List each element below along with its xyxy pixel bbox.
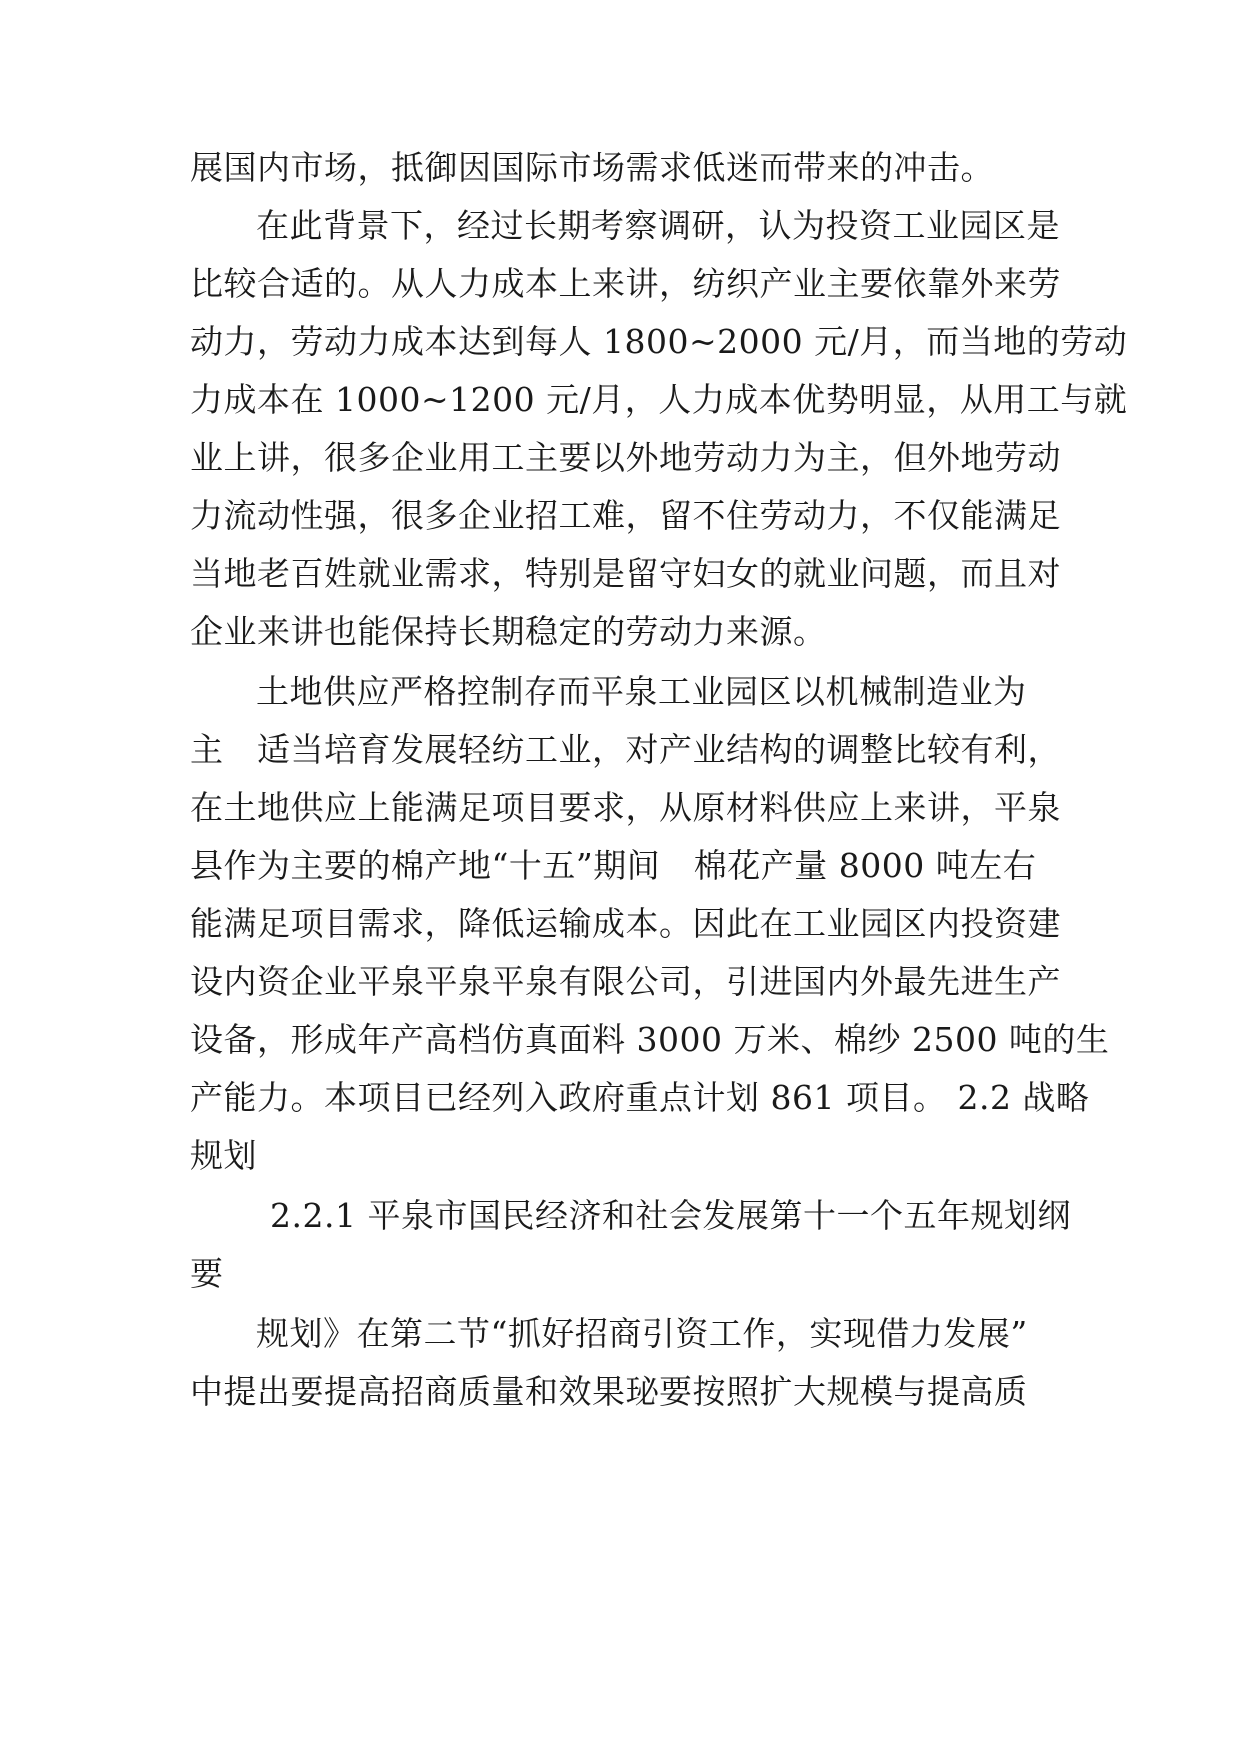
text-line: 主 适当培育发展轻纺工业，对产业结构的调整比较有利， [190, 730, 1061, 769]
text-line: 展国内市场，抵御因国际市场需求低迷而带来的冲击。 [190, 148, 994, 187]
text-line: 比较合适的。从人力成本上来讲，纺织产业主要依靠外来劳 [190, 264, 1061, 303]
text-line: 动力，劳动力成本达到每人 1800~2000 元/月，而当地的劳动 [190, 322, 1128, 361]
text-line: 设内资企业平泉平泉平泉有限公司，引进国内外最先进生产 [190, 962, 1061, 1001]
paragraph-start-line: 在此背景下，经过长期考察调研，认为投资工业园区是 [256, 206, 1060, 245]
text-line: 设备，形成年产高档仿真面料 3000 万米、棉纱 2500 吨的生 [190, 1020, 1110, 1059]
text-line: 规划 [190, 1136, 257, 1175]
section-heading-continued: 要 [190, 1254, 224, 1293]
text-line: 产能力。本项目已经列入政府重点计划 861 项目。 2.2 战略 [190, 1078, 1090, 1117]
text-line: 力成本在 1000~1200 元/月，人力成本优势明显，从用工与就 [190, 380, 1128, 419]
text-line: 县作为主要的棉产地“十五”期间 棉花产量 8000 吨左右 [190, 846, 1037, 885]
text-line: 业上讲，很多企业用工主要以外地劳动力为主，但外地劳动 [190, 438, 1061, 477]
section-heading: 2.2.1 平泉市国民经济和社会发展第十一个五年规划纲 [270, 1196, 1071, 1235]
text-line: 在土地供应上能满足项目要求，从原材料供应上来讲，平泉 [190, 788, 1061, 827]
paragraph-start-line: 规划》在第二节“抓好招商引资工作，实现借力发展” [256, 1314, 1028, 1353]
text-line: 企业来讲也能保持长期稳定的劳动力来源。 [190, 612, 827, 651]
paragraph-start-line: 土地供应严格控制存而平泉工业园区以机械制造业为 [256, 672, 1027, 711]
text-line: 当地老百姓就业需求，特别是留守妇女的就业问题，而且对 [190, 554, 1061, 593]
text-line: 力流动性强，很多企业招工难，留不住劳动力，不仅能满足 [190, 496, 1061, 535]
text-line: 能满足项目需求，降低运输成本。因此在工业园区内投资建 [190, 904, 1061, 943]
text-line: 中提出要提高招商质量和效果珌要按照扩大规模与提高质 [190, 1372, 1028, 1411]
